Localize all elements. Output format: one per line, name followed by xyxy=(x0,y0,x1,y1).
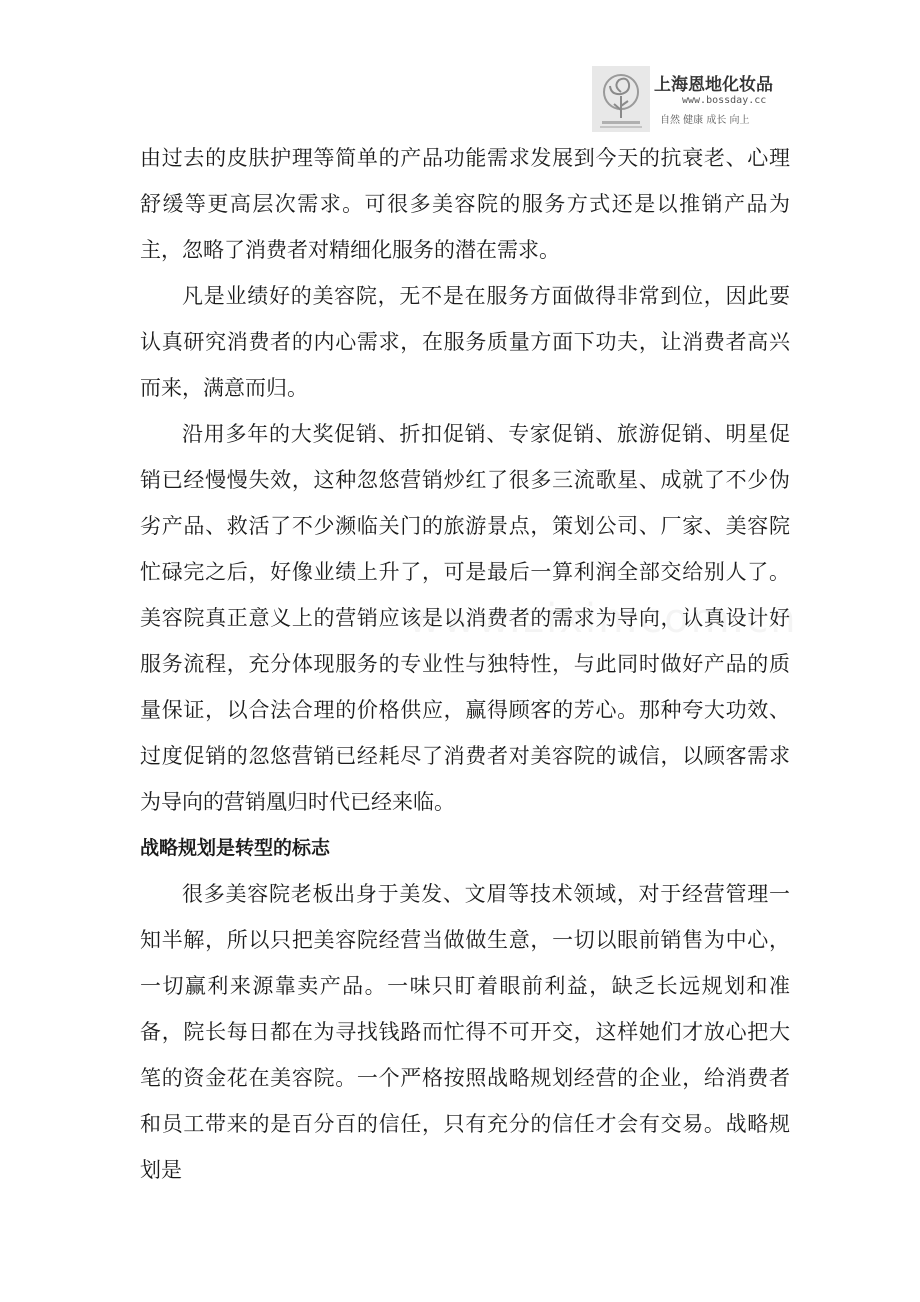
paragraph-1: 由过去的皮肤护理等简单的产品功能需求发展到今天的抗衰老、心理舒缓等更高层次需求。可很多美容院的服务方式还是以推销产品为主，忽略了消费者对精细化服务的潜在需求。 xyxy=(140,146,790,262)
paragraph-3: 沿用多年的大奖促销、折扣促销、专家促销、旅游促销、明星促销已经慢慢失效，这种忽悠营销炒红了很多三流歌星、成就了不少伪劣产品、救活了不少濒临关门的旅游景点，策划公司、厂家、美容院忙碌完之后，好像业绩上升了，可是最后一算利润全部交给别人了。美容院真正意义上的营销应该是以消费者的需求为导向，认真设计好服务流程，充分体现服务的专业性与独特性，与此同时做好产品的质量保证，以合法合理的价格供应，赢得顾客的芳心。那种夸大功效、过度促销的忽悠营销已经耗尽了消费者对美容院的诚信，以顾客需求为导向的营销凰归时代已经来临。 xyxy=(140,422,790,814)
logo-company-name: 上海恩地化妆品 xyxy=(654,75,773,95)
logo-website: www.bossday.cc xyxy=(682,95,767,106)
company-logo xyxy=(592,66,792,132)
tree-logo-icon xyxy=(592,66,650,132)
section-paragraph: 很多美容院老板出身于美发、文眉等技术领域，对于经营管理一知半解，所以只把美容院经营当做做生意，一切以眼前销售为中心，一切赢利来源靠卖产品。一味只盯着眼前利益，缺乏长远规划和准备，院长每日都在为寻找钱路而忙得不可开交，这样她们才放心把大笔的资金花在美容院。一个严格按照战略规划经营的企业，给消费者和员工带来的是百分百的信任，只有充分的信任才会有交易。战略规划是 xyxy=(140,882,790,1182)
logo-slogan: 自然 健康 成长 向上 xyxy=(660,115,750,126)
document-body xyxy=(140,135,790,1193)
section-heading: 战略规划是转型的标志 xyxy=(140,837,331,859)
paragraph-2: 凡是业绩好的美容院，无不是在服务方面做得非常到位，因此要认真研究消费者的内心需求，在服务质量方面下功夫，让消费者高兴而来，满意而归。 xyxy=(140,284,790,400)
